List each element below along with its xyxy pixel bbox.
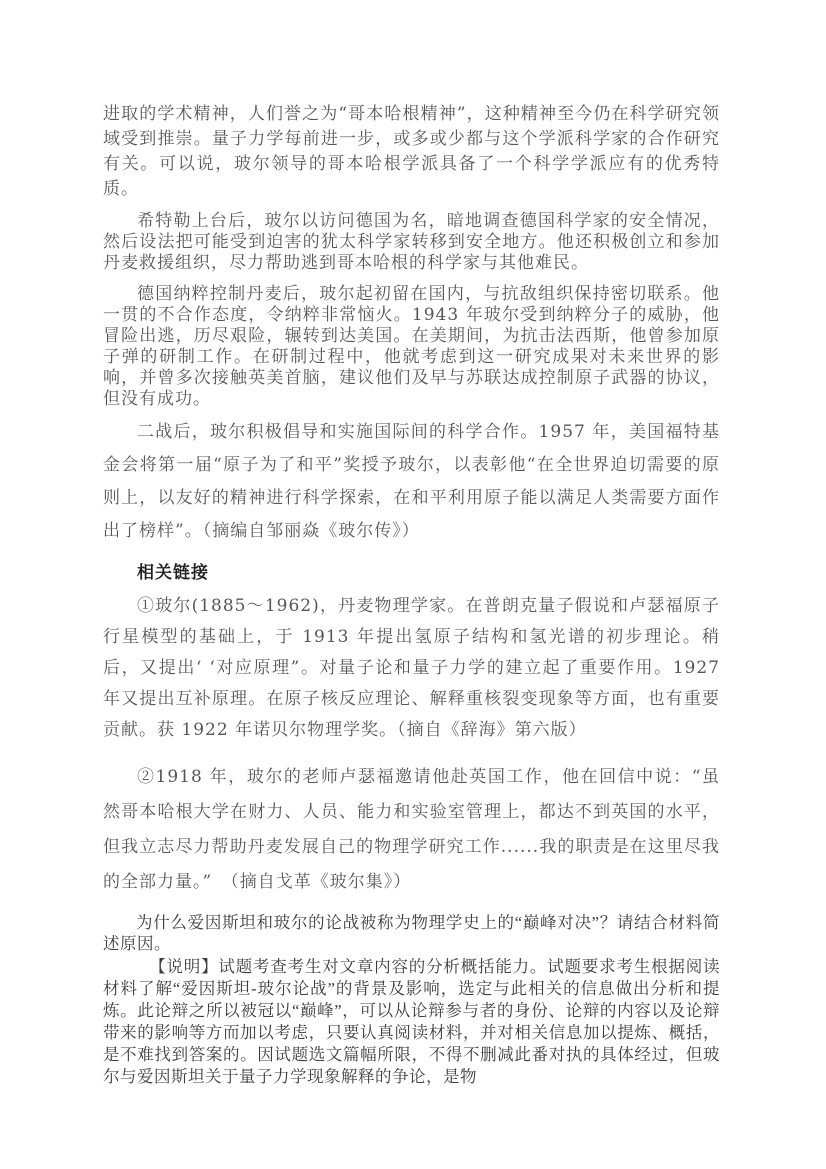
question-paragraph: 为什么爱因斯坦和玻尔的论战被称为物理学史上的“巅峰对决”？请结合材料简述原因。 xyxy=(103,913,720,953)
body-paragraph-hitler: 希特勒上台后，玻尔以访问德国为名，暗地调查德国科学家的安全情况，然后设法把可能受到迫害的犹太科学家转移到安全地方。他还积极创立和参加丹麦救援组织，尽力帮助逃到哥本哈根的科学家与其他难民。 xyxy=(103,211,720,273)
explanation-paragraph: 【说明】试题考查考生对文章内容的分析概括能力。试题要求考生根据阅读材料了解“爱因斯坦-玻尔论战”的背景及影响，选定与此相关的信息做出分析和提炼。此论辩之所以被冠以“巅峰”，可以从论辩参与者的身份、论辩的内容以及论辩带来的影响等方而加以考虑，只要认真阅读材料，并对相关信息加以提炼、概括，是不难找到答案的。因试题选文篇幅所限，不得不删减此番对执的具体经过，但玻尔与爱因斯坦关于量子力学现象解释的争论，是物 xyxy=(103,957,720,1086)
body-paragraph-postwar: 二战后，玻尔积极倡导和实施国际间的科学合作。1957 年，美国福特基金会将第一届“原子为了和平”奖授予玻尔，以表彰他“在全世界迫切需要的原则上，以友好的精神进行科学探索，在和平利用原子能以满足人类需要方面作出了榜样”。（摘编自邹丽焱《玻尔传》） xyxy=(103,422,720,541)
related-link-2-rutherford-letter: ②1918 年，玻尔的老师卢瑟福邀请他赴英国工作，他在回信中说：“虽然哥本哈根大学在财力、人员、能力和实验室管理上，都达不到英国的水平，但我立志尽力帮助丹麦发展自己的物理学研究工作......我的职责是在这里尽我的全部力量。” （摘自戈革《玻尔集》） xyxy=(103,767,720,892)
body-paragraph-nazi-denmark: 德国纳粹控制丹麦后，玻尔起初留在国内，与抗敌组织保持密切联系。他一贯的不合作态度，令纳粹非常恼火。1943 年玻尔受到纳粹分子的威胁，他冒险出逃，历尽艰险，辗转到达美国。在美期间，为抗击法西斯，他曾参加原子弹的研制工作。在研制过程中，他就考虑到这一研究成果对未来世界的影响，并曾多次接触英美首脑，建议他们及早与苏联达成控制原子武器的协议，但没有成功。 xyxy=(103,284,720,409)
related-links-heading: 相关链接 xyxy=(137,563,209,582)
body-paragraph-continuation: 进取的学术精神，人们誉之为“哥本哈根精神”，这种精神至今仍在科学研究领域受到推崇。量子力学每前进一步，或多或少都与这个学派科学家的合作研究有关。可以说，玻尔领导的哥本哈根学派具备了一个科学学派应有的优秀特质。 xyxy=(103,104,720,199)
related-link-1-bohr-bio: ①玻尔(1885～1962)，丹麦物理学家。在普朗克量子假说和卢瑟福原子行星模型的基础上，于 1913 年提出氢原子结构和氢光谱的初步理论。稍后，又提出‘ ‘对应原理”。对量子论和量子力学的建立起了重要作用。1927 年又提出互补原理。在原子核反应理论、解释重核裂变现象等方面，也有重要贡献。获 1922 年诺贝尔物理学奖。（摘自《辞海》第六版） xyxy=(103,596,720,740)
